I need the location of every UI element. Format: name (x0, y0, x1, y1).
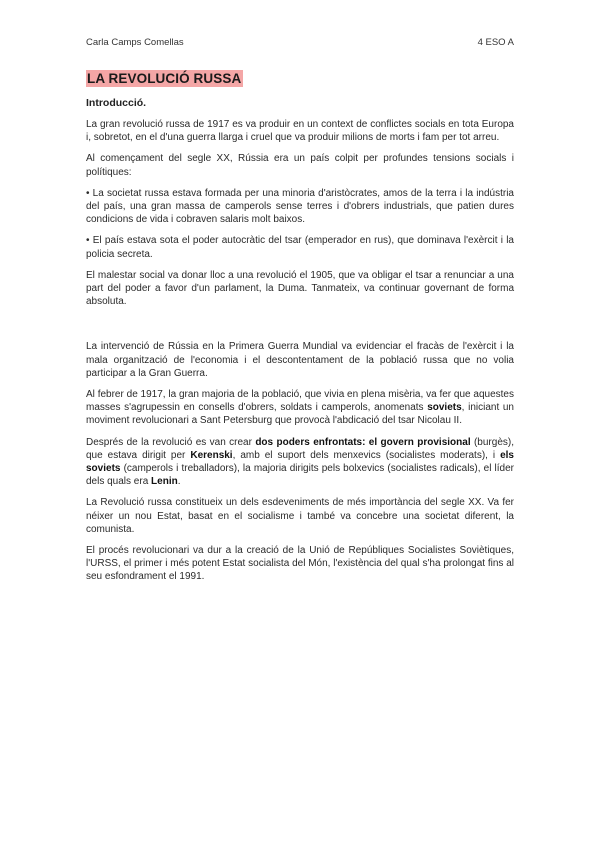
bullet-society: • La societat russa estava formada per una minoria d'aristòcrates, amos de la terra i la indústria del país, una gran massa de camperols sense terres i d'obrers industrials, que patien dures condicions de vida i cobraven salaris molt baixos. (86, 187, 514, 226)
page-header (86, 37, 514, 51)
paragraph-intro: La gran revolució russa de 1917 es va produir en un context de conflictes socials en tota Europa i, sobretot, en el d'una guerra llarga i cruel que va produir milions de morts i fam per tot arreu. (86, 119, 514, 144)
course-label: 4 ESO A (477, 37, 514, 48)
text-run: (camperols i treballadors), la majoria dirigits pels bolxevics (socialistes radicals), el líder dels quals era (86, 463, 514, 488)
paragraph-ww1: La intervenció de Rússia en la Primera Guerra Mundial va evidenciar el fracàs de l'exèrcit i la mala organització de l'economia i el descontentament de la població russa que no volia participar a la Gran Guerra. (86, 341, 514, 379)
paragraph-urss: El procés revolucionari va dur a la creació de la Unió de Repúbliques Socialistes Soviètiques, l'URSS, el primer i més potent Estat socialista del Món, l'existència del qual s'ha prolongat fins al seu esfondrament el 1991. (86, 545, 514, 583)
bold-soviets: soviets (427, 402, 462, 414)
text-run: , amb el suport dels menxevics (socialistes moderats), i (232, 449, 501, 461)
page-title: LA REVOLUCIÓ RUSSA (87, 71, 242, 86)
paragraph-gap (86, 316, 514, 340)
bold-kerenski: Kerenski (190, 449, 233, 461)
paragraph-february (86, 388, 514, 428)
text-run: (burgès), que estava dirigit per (86, 436, 514, 461)
bold-soviets-2: els soviets (86, 449, 514, 475)
bold-two-powers: dos poders enfrontats: el govern provisional (255, 436, 471, 448)
text-run: Després de la revolució es van crear (86, 436, 256, 448)
text-run: Al febrer de 1917, la gran majoria de la població, que vivia en plena misèria, va fer que aquestes masses s'agrupessin en consells d'obrers, soldats i camperols, anomenats (86, 389, 514, 414)
paragraph-dual-power (86, 436, 514, 489)
document-body (86, 70, 514, 592)
paragraph-1905: El malestar social va donar lloc a una revolució el 1905, que va obligar el tsar a renunciar a una part del poder a favor d'un parlament, la Duma. Tanmateix, va continuar governant de forma absoluta. (86, 269, 514, 308)
section-heading: Introducció. (86, 97, 147, 109)
bullet-tsar: • El país estava sota el poder autocràtic del tsar (emperador en rus), que dominava l'exèrcit i la policia secreta. (86, 235, 514, 260)
paragraph-importance: La Revolució russa constitueix un dels esdeveniments de més importància del segle XX. Va fer néixer un nou Estat, basat en el socialisme i també va concebre una societat diferent, la comunista. (86, 497, 514, 535)
bold-lenin: Lenin (151, 476, 178, 488)
author-name: Carla Camps Comellas (86, 37, 184, 48)
text-run: . (177, 476, 181, 488)
text-run: , iniciant un moviment revolucionari a Sant Petersburg que provocà l'abdicació del tsar Nicolau II. (86, 402, 514, 427)
paragraph-context: Al començament del segle XX, Rússia era un país colpit per profundes tensions socials i polítiques: (86, 153, 514, 178)
